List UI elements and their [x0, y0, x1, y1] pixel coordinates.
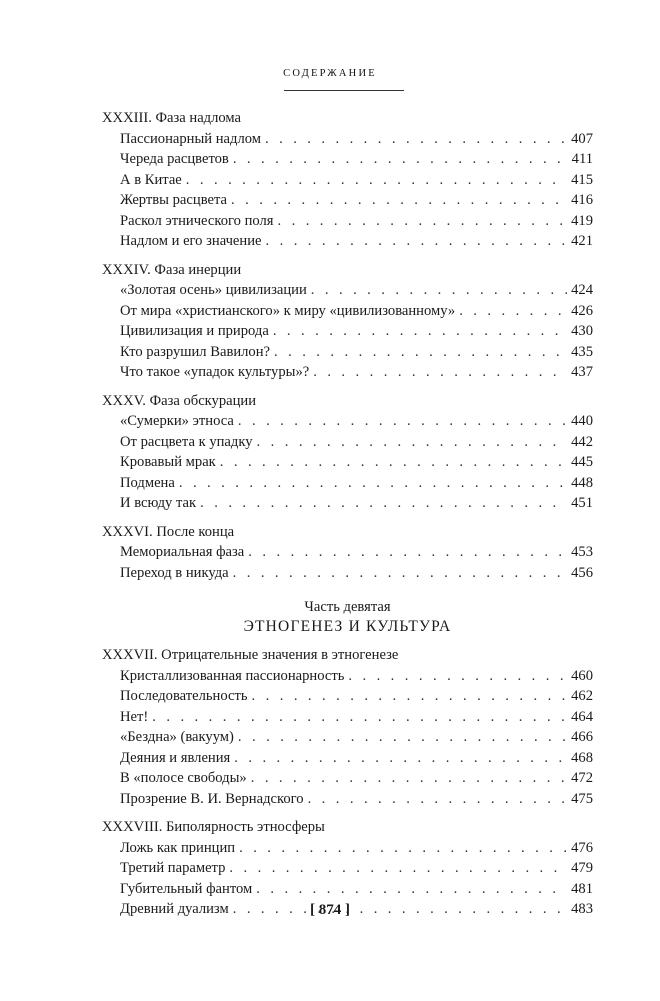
dot-leader — [152, 707, 567, 728]
entry-label: В «полосе свободы» — [120, 770, 247, 786]
entry-label: Кровавый мрак — [120, 454, 216, 470]
entry-label: Ложь как принцип — [120, 839, 236, 856]
entry-page: 430 — [571, 323, 593, 339]
entry-page: 435 — [571, 343, 593, 360]
entry-label: Древний дуализм — [120, 901, 229, 917]
entry-label: «Сумерки» этноса — [120, 413, 234, 429]
entry-label: Третий параметр — [120, 860, 226, 876]
entry-page: 464 — [571, 708, 593, 725]
running-head: СОДЕРЖАНИЕ — [283, 68, 377, 79]
dot-leader — [231, 190, 567, 211]
toc-entry — [102, 170, 593, 191]
entry-page: 419 — [571, 212, 593, 229]
entry-page: 468 — [571, 749, 593, 766]
entry-label: Кто разрушил Вавилон? — [120, 343, 271, 360]
chapter — [102, 645, 593, 809]
entry-page: 426 — [571, 302, 593, 319]
toc-entry — [102, 190, 593, 211]
entry-label: Череда расцветов — [120, 151, 229, 167]
entry-label: Последовательность — [120, 688, 248, 704]
entry-label: И всюду так — [120, 495, 197, 511]
toc-entry — [102, 666, 593, 687]
entry-label: Раскол этнического поля — [120, 212, 274, 229]
dot-leader — [233, 563, 567, 584]
entry-label: Мемориальная фаза — [120, 544, 245, 560]
entry-page: 407 — [571, 130, 593, 147]
toc-entry — [102, 686, 593, 707]
entry-page: 437 — [571, 364, 593, 380]
chapter-title: XXXVI. После конца — [102, 523, 235, 540]
part-title: ЭТНОГЕНЕЗ И КУЛЬТУРА — [243, 618, 452, 635]
part-label: Часть девятая — [304, 599, 391, 615]
chapter-title: XXXVIII. Биполярность этносферы — [102, 819, 325, 835]
dot-leader — [274, 342, 567, 363]
dot-leader — [179, 473, 567, 494]
toc-entry — [102, 149, 593, 170]
dot-leader — [256, 879, 567, 900]
toc-entry — [102, 768, 593, 789]
dot-leader — [229, 858, 567, 879]
toc-entry — [102, 231, 593, 252]
chapter-title: XXXV. Фаза обскурации — [102, 392, 257, 409]
entry-page: 483 — [571, 901, 593, 917]
table-of-contents — [102, 108, 593, 928]
entry-page: 445 — [571, 454, 593, 470]
entry-label: Прозрение В. И. Вернадского — [120, 790, 304, 807]
entry-page: 453 — [571, 544, 593, 560]
dot-leader — [278, 211, 568, 232]
dot-leader — [252, 686, 568, 707]
chapter — [102, 391, 593, 514]
toc-entry — [102, 432, 593, 453]
dot-leader — [186, 170, 567, 191]
part-heading — [102, 597, 593, 637]
toc-entry — [102, 129, 593, 150]
toc-entry — [102, 301, 593, 322]
toc-entry — [102, 362, 593, 383]
entry-page: 411 — [571, 151, 593, 167]
chapter-title: XXXVII. Отрицательные значения в этногенезе — [102, 647, 399, 663]
entry-page: 456 — [571, 564, 593, 581]
entry-label: Что такое «упадок культуры»? — [120, 364, 310, 380]
dot-leader — [311, 280, 567, 301]
entry-page: 476 — [571, 839, 593, 856]
toc-entry — [102, 411, 593, 432]
dot-leader — [248, 542, 567, 563]
dot-leader — [238, 727, 567, 748]
toc-entry — [102, 858, 593, 879]
dot-leader — [257, 432, 568, 453]
chapter — [102, 108, 593, 252]
dot-leader — [233, 149, 568, 170]
toc-entry — [102, 727, 593, 748]
entry-page: 462 — [571, 688, 593, 704]
toc-entry — [102, 493, 593, 514]
entry-label: Жертвы расцвета — [120, 192, 228, 208]
toc-entry — [102, 879, 593, 900]
toc-entry — [102, 563, 593, 584]
entry-page: 460 — [571, 667, 593, 684]
dot-leader — [273, 321, 567, 342]
entry-label: Кристаллизованная пассионарность — [120, 667, 345, 684]
entry-label: Пассионарный надлом — [120, 130, 261, 147]
toc-entry — [102, 838, 593, 859]
entry-label: Цивилизация и природа — [120, 323, 269, 339]
chapter — [102, 522, 593, 584]
entry-page: 448 — [571, 474, 593, 491]
chapter — [102, 260, 593, 383]
running-head-rule — [284, 90, 404, 91]
toc-entry — [102, 452, 593, 473]
toc-entry — [102, 748, 593, 769]
dot-leader — [348, 666, 567, 687]
entry-label: От расцвета к упадку — [120, 433, 253, 450]
entry-page: 424 — [571, 282, 593, 298]
entry-label: Надлом и его значение — [120, 233, 262, 249]
entry-page: 475 — [571, 790, 593, 807]
entry-page: 466 — [571, 729, 593, 745]
entry-page: 416 — [571, 192, 593, 208]
dot-leader — [220, 452, 567, 473]
dot-leader — [234, 748, 567, 769]
entry-label: «Золотая осень» цивилизации — [120, 282, 307, 298]
entry-page: 440 — [571, 413, 593, 429]
entry-page: 479 — [571, 860, 593, 876]
toc-entry — [102, 707, 593, 728]
entry-label: «Бездна» (вакуум) — [120, 729, 234, 745]
entry-page: 442 — [571, 433, 593, 450]
entry-label: Деяния и явления — [120, 749, 231, 766]
entry-label: Губительный фантом — [120, 880, 253, 897]
chapter-title: XXXIV. Фаза инерции — [102, 261, 242, 278]
dot-leader — [239, 838, 567, 859]
entry-label: А в Китае — [120, 171, 182, 188]
entry-page: 421 — [571, 233, 593, 249]
dot-leader — [266, 231, 568, 252]
toc-entry — [102, 211, 593, 232]
dot-leader — [251, 768, 567, 789]
chapter-title: XXXIII. Фаза надлома — [102, 110, 242, 126]
toc-entry — [102, 342, 593, 363]
toc-entry — [102, 473, 593, 494]
entry-label: Подмена — [120, 474, 175, 491]
dot-leader — [459, 301, 567, 322]
entry-page: 451 — [571, 495, 593, 511]
dot-leader — [308, 789, 568, 810]
dot-leader — [238, 411, 567, 432]
toc-entry — [102, 542, 593, 563]
entry-label: От мира «христианского» к миру «цивилизованному» — [120, 302, 456, 319]
toc-entry — [102, 321, 593, 342]
dot-leader — [313, 362, 567, 383]
entry-label: Нет! — [120, 708, 149, 725]
toc-entry — [102, 789, 593, 810]
dot-leader — [265, 129, 567, 150]
dot-leader — [200, 493, 567, 514]
toc-entry — [102, 280, 593, 301]
entry-page: 472 — [571, 770, 593, 786]
entry-page: 481 — [571, 880, 593, 897]
page-number: [ 874 ] — [310, 902, 350, 918]
entry-label: Переход в никуда — [120, 564, 229, 581]
entry-page: 415 — [571, 171, 593, 188]
